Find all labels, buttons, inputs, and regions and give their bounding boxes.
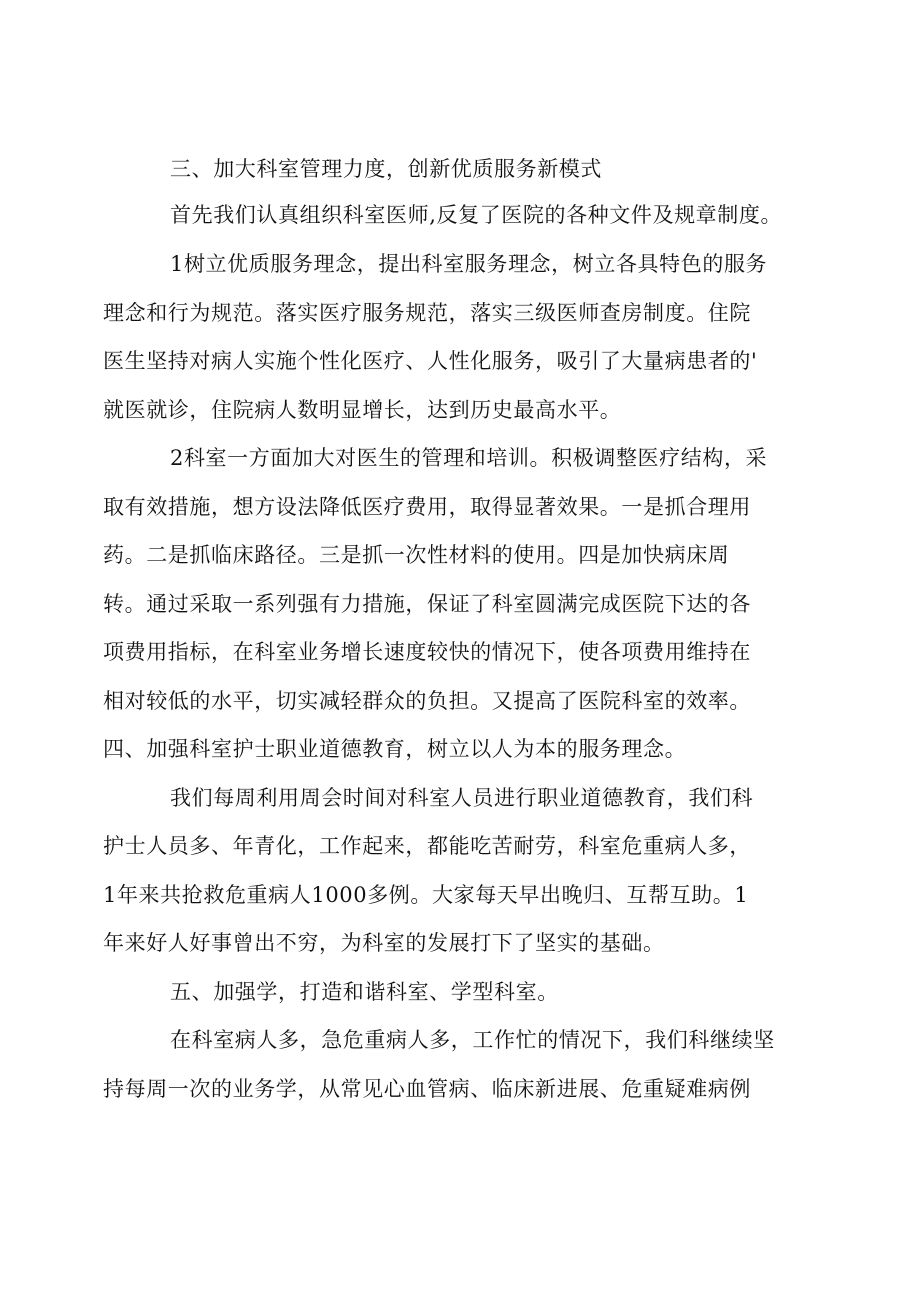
section-heading-3: 三、加大科室管理力度，创新优质服务新模式: [170, 157, 602, 181]
paragraph-line: 年来好人好事曾出不穷，为科室的发展打下了坚实的基础。: [103, 931, 665, 955]
paragraph-line: 护士人员多、年青化，工作起来，都能吃苦耐劳，科室危重病人多，: [103, 834, 751, 858]
section-heading-4: 四、加强科室护士职业道德教育，树立以人为本的服务理念。: [103, 737, 687, 761]
paragraph-line: 相对较低的水平，切实减轻群众的负担。又提高了医院科室的效率。: [103, 689, 751, 713]
paragraph-line: 项费用指标，在科室业务增长速度较快的情况下，使各项费用维持在: [103, 640, 751, 664]
paragraph-line: 1树立优质服务理念，提出科室服务理念，树立各具特色的服务: [170, 252, 768, 276]
paragraph-line: 医生坚持对病人实施个性化医疗、人性化服务，吸引了大量病患者的': [103, 349, 758, 373]
paragraph-line: 我们每周利用周会时间对科室人员进行职业道德教育，我们科: [170, 786, 754, 810]
paragraph-line: 首先我们认真组织科室医师,反复了医院的各种文件及规章制度。: [170, 203, 783, 227]
paragraph-line: 持每周一次的业务学，从常见心血管病、临床新进展、危重疑难病例: [103, 1077, 751, 1101]
paragraph-line: 2科室一方面加大对医生的管理和培训。积极调整医疗结构，采: [170, 446, 768, 470]
paragraph-line: 就医就诊，住院病人数明显增长，达到历史最高水平。: [103, 398, 622, 422]
paragraph-line: 1年来共抢救危重病人1000多例。大家每天早出晚归、互帮互助。1: [103, 883, 749, 907]
paragraph-line: 理念和行为规范。落实医疗服务规范，落实三级医师查房制度。住院: [103, 301, 751, 325]
paragraph-line: 药。二是抓临床路径。三是抓一次性材料的使用。四是加快病床周: [103, 543, 730, 567]
paragraph-line: 在科室病人多，急危重病人多，工作忙的情况下，我们科继续坚: [170, 1028, 775, 1052]
section-heading-5: 五、加强学，打造和谐科室、学型科室。: [170, 980, 559, 1004]
paragraph-line: 转。通过采取一系列强有力措施，保证了科室圆满完成医院下达的各: [103, 592, 751, 616]
paragraph-line: 取有效措施，想方设法降低医疗费用，取得显著效果。一是抓合理用: [103, 495, 751, 519]
